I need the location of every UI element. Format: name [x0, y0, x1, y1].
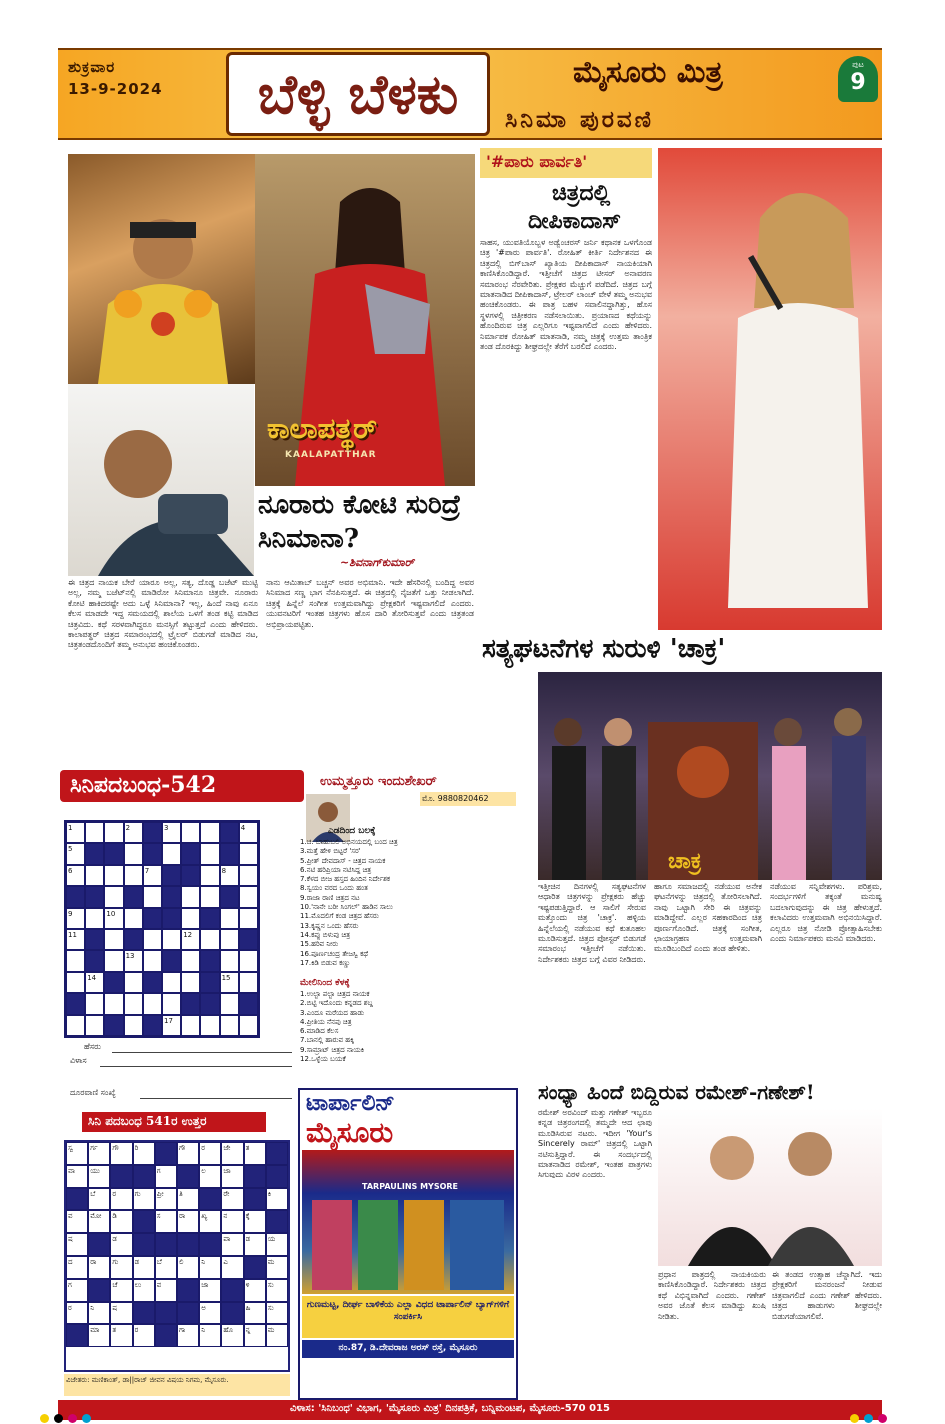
crossword-block	[181, 993, 200, 1014]
poster-title: ಕಾಲಾಪತ್ಥರ್	[267, 412, 378, 445]
crossword-author-phone: ಮೊ. 9880820462	[420, 792, 516, 806]
crossword-block	[85, 843, 104, 864]
answer-cell: ವ	[155, 1279, 177, 1302]
crossword-cell[interactable]	[124, 993, 143, 1014]
crossword-author: ಉಮ್ಮತ್ತೂರು ಇಂದುಶೇಖರ್	[320, 774, 437, 789]
crossword-cell[interactable]	[66, 950, 85, 971]
crossword-cell[interactable]: 11	[66, 929, 85, 950]
answer-cell: ಯು	[88, 1165, 110, 1188]
deepika-article-body: ಸಾಹಸ, ಯುವತಿಯೊಬ್ಬಳ ಅಡ್ವೆಂಚರಸ್ ಜರ್ನಿ ಕಥಾನಕ ಒಳಗೊಂಡ ಚಿತ್ರ '#ಪಾರು ಪಾರ್ವತಿ'. ರೋಹಿತ್ ಕೀರ್ತಿ ನಿರ್ದೇಶನದ ಈ ಚಿತ್ರದಲ್ಲಿ ಬಿಗ್‌ಬಾಸ್ ಖ್ಯಾತಿಯ ದೀಪಿಕಾದಾಸ್ ನಾಯಕಿಯಾಗಿ ಕಾಣಿಸಿಕೊಂಡಿದ್ದಾರೆ. ಇತ್ತೀಚೆಗೆ ಚಿತ್ರದ ಟೀಸರ್ ಅನಾವರಣ ಸಮಾರಂಭ ನೆರವೇರಿತು. ಪ್ರೇಕ್ಷಕರ ಮೆಚ್ಚುಗೆ ಪಡೆದಿದೆ. ಚಿತ್ರದ ಬಗ್ಗೆ ಮಾತನಾಡಿದ ದೀಪಿಕಾದಾಸ್, ಟ್ರೇಲರ್ ಲಾಂಚ್ ವೇಳೆ ತಮ್ಮ ಅನುಭವ ಹಂಚಿಕೊಂಡರು. ಈ ಪಾತ್ರ ಬಹಳ ಸವಾಲಿನದ್ದಾಗಿತ್ತು, ಹೊಸ ಸ್ಥಳಗಳಲ್ಲಿ ಚಿತ್ರೀಕರಣ ನಡೆಸಲಾಯಿತು. ಪ್ರಯಾಣದ ಕಥೆಯನ್ನು ಹೊಂದಿರುವ ಚಿತ್ರ ಎಲ್ಲರಿಗೂ ಇಷ್ಟವಾಗಲಿದೆ ಎಂದು ಹೇಳಿದರು. ನಿರ್ಮಾಪಕ ರೋಹಿತ್ ಮಾತನಾಡಿ, ನಮ್ಮ ಚಿತ್ರಕ್ಕೆ ಉತ್ತಮ ತಾಂತ್ರಿಕ ತಂಡ ದೊರಕಿದ್ದು ಶೀಘ್ರದಲ್ಲೇ ತೆರೆಗೆ ಬರಲಿದೆ ಎಂದರು.	[480, 238, 652, 352]
crossword-cell[interactable]	[104, 993, 123, 1014]
answer-cell: ಸ್ವ	[66, 1142, 88, 1165]
page-label: ಪುಟ	[852, 60, 864, 69]
crossword-block	[200, 993, 219, 1014]
across-clue: 17.ಕಿಡಿ ಬಿಡುವ ಕಣ್ಣು	[300, 958, 351, 967]
crossword-block	[220, 886, 239, 907]
across-clue: 11.ಮೊದಲಿಗೆ ಕಂಡ ಚಿತ್ರದ ಹೆಸರು	[300, 912, 379, 921]
actor-photo-shivarajkumar	[68, 384, 254, 576]
answer-block	[266, 1142, 288, 1165]
down-clue: 6.ಮಾಡಿದ ಕೆಲಸ	[300, 1027, 339, 1036]
answer-block	[199, 1233, 221, 1256]
answer-grid	[64, 1140, 290, 1372]
deepika-kicker: '#ಪಾರು ಪಾರ್ವತಿ'	[480, 148, 652, 178]
answer-block	[177, 1165, 199, 1188]
ad-address: ನಂ.87, ಡಿ.ದೇವರಾಜ ಅರಸ್ ರಸ್ತೆ, ಮೈಸೂರು	[302, 1340, 514, 1358]
across-clue: 1.ಚ. ಬಾಹುಬಲಿ ಅಭಿನಯದಲ್ಲಿ ಬಂದ ಚಿತ್ರ	[300, 838, 398, 846]
ramesh-article-body: ರಮೇಶ್ ಅರವಿಂದ್ ಮತ್ತು ಗಣೇಶ್ ಇಬ್ಬರೂ ಕನ್ನಡ ಚಿತ್ರರಂಗದಲ್ಲಿ ತಮ್ಮದೇ ಆದ ಛಾಪು ಮೂಡಿಸಿರುವ ನಟರು. ಇದೀಗ 'Your's Sincerely ರಾಮ್' ಚಿತ್ರದಲ್ಲಿ ಒಟ್ಟಾಗಿ ನಟಿಸುತ್ತಿದ್ದಾರೆ. ಈ ಸಂದರ್ಭದಲ್ಲಿ ಮಾತನಾಡಿದ ರಮೇಶ್, ಇಂತಹ ಪಾತ್ರಗಳು ಸಿಗುವುದು ವಿರಳ ಎಂದರು.	[538, 1108, 652, 1180]
answer-cell: ರ	[66, 1302, 88, 1325]
crossword-cell[interactable]	[239, 1015, 258, 1036]
ramesh-col2: ಪ್ರಧಾನ ಪಾತ್ರದಲ್ಲಿ ನಾಯಕಿಯರು ಕಾಣಿಸಿಕೊಂಡಿದ್ದಾರೆ. ನಿರ್ದೇಶಕರು ಚಿತ್ರದ ಕಥೆ ವಿಭಿನ್ನವಾಗಿದೆ ಎಂದರು. ಗಣೇಶ್ ಅವರ ಜೊತೆ ಕೆಲಸ ಮಾಡಿದ್ದು ಖುಷಿ ನೀಡಿತು.	[658, 1270, 766, 1321]
answer-cell: ಡ	[133, 1256, 155, 1279]
answer-block	[133, 1210, 155, 1233]
answer-cell: ಗಾ	[177, 1324, 199, 1347]
answer-cell: ವಾ	[66, 1165, 88, 1188]
form-line	[112, 1052, 292, 1053]
crossword-grid[interactable]	[64, 820, 260, 1038]
crossword-block	[200, 908, 219, 929]
masthead-day: ಶುಕ್ರವಾರ	[68, 58, 116, 76]
answer-cell: ನ	[221, 1210, 243, 1233]
answer-cell: ಗು	[133, 1188, 155, 1211]
down-clue: 3.ಎಂದೂ ಮರೆಯದ ಹಾಡು	[300, 1008, 365, 1017]
answer-block	[66, 1188, 88, 1211]
crossword-form-phone: ದೂರವಾಣಿ ಸಂಖ್ಯೆ	[70, 1088, 116, 1097]
answer-cell: ಸು	[266, 1302, 288, 1325]
chakra-col2: ಹಾಗೂ ಸಮಾಜದಲ್ಲಿ ನಡೆಯುವ ಅನೇಕ ಘಟನೆಗಳನ್ನು ಚಿತ್ರದಲ್ಲಿ ತೋರಿಸಲಾಗಿದೆ. ನಾವು ಒಟ್ಟಾಗಿ ಸೇರಿ ಈ ಚಿತ್ರವನ್ನು ಮಾಡಿದ್ದೇವೆ. ಎಲ್ಲರ ಸಹಕಾರದಿಂದ ಚಿತ್ರ ಪೂರ್ಣಗೊಂಡಿದೆ. ಚಿತ್ರಕ್ಕೆ ಸಂಗೀತ, ಛಾಯಾಗ್ರಹಣ ಉತ್ತಮವಾಗಿ ಮೂಡಿಬಂದಿದೆ ಎಂದು ತಂಡ ಹೇಳಿತು.	[654, 882, 762, 954]
printer-dots-left	[40, 1408, 96, 1424]
answer-block	[221, 1302, 243, 1325]
actor-portrait-illustration	[68, 384, 254, 576]
crossword-cell[interactable]	[220, 929, 239, 950]
answer-cell: ಸು	[266, 1279, 288, 1302]
crossword-cell[interactable]	[200, 843, 219, 864]
crossword-cell[interactable]: 6	[66, 865, 85, 886]
crossword-cell[interactable]	[66, 1015, 85, 1036]
answer-cell: ಲ	[199, 1165, 221, 1188]
crossword-cell[interactable]	[66, 972, 85, 993]
answer-cell: ರ	[133, 1324, 155, 1347]
answer-block	[110, 1165, 132, 1188]
crossword-block	[239, 993, 258, 1014]
answer-cell: ತ	[110, 1324, 132, 1347]
crossword-cell[interactable]	[220, 1015, 239, 1036]
crossword-down-list	[300, 990, 516, 1064]
crossword-cell[interactable]	[124, 1015, 143, 1036]
crossword-cell[interactable]: 7	[143, 865, 162, 886]
chakra-event-photo	[538, 672, 882, 880]
crossword-cell[interactable]	[200, 822, 219, 843]
main-article-col2: ನಾನು ಆಮಿತಾಬ್ ಬಚ್ಚನ್ ಅವರ ಅಭಿಮಾನಿ. ಇದೇ ಹೆಸರಿನಲ್ಲಿ ಬಂದಿದ್ದ ಅವರ ಸಿನಿಮಾದ ಸಣ್ಣ ಭಾಗ ನೆನಪಿಸುತ್ತದೆ. ಈ ಚಿತ್ರದಲ್ಲಿ ನೈಜತೆಗೆ ಒತ್ತು ನೀಡಲಾಗಿದೆ. ಚಿತ್ರಕ್ಕೆ ಹಿನ್ನೆಲೆ ಸಂಗೀತ ಉತ್ತಮವಾಗಿದ್ದು ಪ್ರೇಕ್ಷಕರಿಗೆ ಇಷ್ಟವಾಗಲಿದೆ ಎಂದರು. ಯುವನಟರಿಗೆ ಇಂತಹ ಚಿತ್ರಗಳು ಹೊಸ ದಾರಿ ತೋರಿಸುತ್ತವೆ ಎಂದು ಚಿತ್ರತಂಡ ಅಭಿಪ್ರಾಯಪಟ್ಟಿತು.	[266, 578, 474, 629]
crossword-cell[interactable]	[124, 972, 143, 993]
crossword-block	[181, 865, 200, 886]
crossword-cell[interactable]: 3	[162, 822, 181, 843]
crossword-cell[interactable]	[85, 822, 104, 843]
answer-block	[177, 1302, 199, 1325]
answer-cell: ಮಾ	[88, 1324, 110, 1347]
crossword-cell[interactable]: 8	[220, 865, 239, 886]
answer-block	[66, 1324, 88, 1347]
actor-garland-illustration	[68, 154, 258, 384]
crossword-cell[interactable]	[162, 843, 181, 864]
ramesh-ganesh-photo	[658, 1108, 882, 1266]
crossword-block	[85, 886, 104, 907]
crossword-block	[220, 843, 239, 864]
down-clue: 4.ಪ್ರೀತಿಯ ನೆನಪು ಚಿತ್ರ	[300, 1017, 352, 1026]
answer-cell: ರಾ	[88, 1256, 110, 1279]
answer-cell: ಪಾ	[221, 1233, 243, 1256]
across-clue: 13.ಕೃಷ್ಣನ ಒಂದು ಹೆಸರು	[300, 921, 359, 930]
crossword-cell[interactable]	[124, 843, 143, 864]
crossword-cell[interactable]	[104, 822, 123, 843]
answer-block	[244, 1188, 266, 1211]
chakra-col1: ಇತ್ತೀಚಿನ ದಿನಗಳಲ್ಲಿ ಸತ್ಯಘಟನೆಗಳ ಆಧಾರಿತ ಚಿತ್ರಗಳನ್ನು ಪ್ರೇಕ್ಷಕರು ಹೆಚ್ಚು ಇಷ್ಟಪಡುತ್ತಿದ್ದಾರೆ. ಆ ಸಾಲಿಗೆ ಸೇರುವ ಮತ್ತೊಂದು ಚಿತ್ರ 'ಚಾಕ್ರ'. ಹಳ್ಳಿಯ ಹಿನ್ನೆಲೆಯಲ್ಲಿ ನಡೆಯುವ ಕಥೆ ಕುತೂಹಲ ಮೂಡಿಸುತ್ತದೆ. ಚಿತ್ರದ ಪೋಸ್ಟರ್ ಬಿಡುಗಡೆ ಸಮಾರಂಭ ಇತ್ತೀಚೆಗೆ ನಡೆಯಿತು. ನಿರ್ದೇಶಕರು ಚಿತ್ರದ ಬಗ್ಗೆ ವಿವರ ನೀಡಿದರು.	[538, 882, 646, 964]
crossword-cell[interactable]	[239, 950, 258, 971]
answer-cell: ನ್ನ	[244, 1324, 266, 1347]
answer-block	[133, 1165, 155, 1188]
answer-cell: ಎ	[221, 1256, 243, 1279]
crossword-block	[85, 929, 104, 950]
answer-cell: ಗು	[110, 1256, 132, 1279]
footer-address: ವಿಳಾಸ: 'ಸಿನಿಬಂಧ' ವಿಭಾಗ, 'ಮೈಸೂರು ಮಿತ್ರ' ದಿನಪತ್ರಿಕೆ, ಬನ್ನಿಮಂಟಪ, ಮೈಸೂರು-570 015	[290, 1403, 610, 1414]
crossword-cell[interactable]	[104, 929, 123, 950]
crossword-cell[interactable]	[124, 908, 143, 929]
crossword-cell[interactable]	[143, 950, 162, 971]
crossword-cell[interactable]: 14	[85, 972, 104, 993]
answer-cell: ಡ	[244, 1233, 266, 1256]
answer-header: ಸಿನಿ ಪದಬಂಧ 541ರ ಉತ್ತರ	[82, 1112, 266, 1132]
across-clue: 7.ಕೆಳದ ಬೀಜ ಹಸ್ತದ ಹಿಂದಿನ ನಿರ್ದೇಶಕ	[300, 875, 391, 884]
form-line	[140, 1098, 292, 1099]
answer-cell: ಹೊ	[221, 1324, 243, 1347]
across-clue: 10.'ನಾನೇ ಬರೀ ಸಿಂಗಲ್' ಹಾಡಿನ ಸಾಲು	[300, 903, 393, 912]
crossword-cell[interactable]	[104, 886, 123, 907]
crossword-block	[239, 929, 258, 950]
crossword-across-list	[300, 838, 516, 968]
answer-cell: ತಿ	[177, 1188, 199, 1211]
deepika-headline-l1: ಚಿತ್ರದಲ್ಲಿ	[552, 180, 611, 206]
answer-cell: ಜಾ	[221, 1165, 243, 1188]
answer-block	[155, 1302, 177, 1325]
answer-cell: ಬೆ	[88, 1188, 110, 1211]
crossword-cell[interactable]	[143, 886, 162, 907]
crossword-block	[104, 843, 123, 864]
answer-cell: ಗ	[155, 1165, 177, 1188]
crossword-block	[143, 972, 162, 993]
crossword-block	[181, 843, 200, 864]
crossword-cell[interactable]	[200, 886, 219, 907]
crossword-cell[interactable]	[85, 865, 104, 886]
ad-line2: ಮೈಸೂರು	[306, 1116, 394, 1149]
ad-shop-photo	[302, 1150, 514, 1294]
down-clue: 1.ಉಲ್ಟಾ ಪಲ್ಟಾ ಚಿತ್ರದ ನಾಯಕ	[300, 990, 370, 998]
answer-cell: ಚೆ	[110, 1279, 132, 1302]
crossword-cell[interactable]	[162, 993, 181, 1014]
crossword-cell[interactable]	[104, 950, 123, 971]
answer-cell: ಅ	[199, 1302, 221, 1325]
crossword-cell[interactable]	[200, 865, 219, 886]
ad-line1: ಟಾರ್ಪಾಲಿನ್	[306, 1090, 395, 1116]
masthead-paper-name: ಮೈಸೂರು ಮಿತ್ರ	[573, 55, 723, 90]
across-clue: 15.ಹರಿವ ನೀರು	[300, 940, 339, 949]
crossword-cell[interactable]: 9	[66, 908, 85, 929]
crossword-block	[162, 886, 181, 907]
masthead-subtitle: ಸಿನಿಮಾ ಪುರವಣಿ	[505, 106, 654, 133]
answer-cell: ಕ್ಕೆ	[244, 1210, 266, 1233]
crossword-cell[interactable]	[124, 865, 143, 886]
crossword-block	[143, 1015, 162, 1036]
answer-block	[88, 1233, 110, 1256]
across-clue: 9.ರಾಜಾ ರಾಣಿ ಚಿತ್ರದ ನಟ	[300, 893, 360, 902]
ramesh-ganesh-illustration	[658, 1108, 882, 1266]
answer-cell: ಗ	[66, 1279, 88, 1302]
crossword-cell[interactable]: 10	[104, 908, 123, 929]
crossword-cell[interactable]	[181, 1015, 200, 1036]
answer-block	[155, 1142, 177, 1165]
crossword-block	[124, 929, 143, 950]
form-line	[100, 1066, 292, 1067]
crossword-cell[interactable]	[239, 908, 258, 929]
crossword-cell[interactable]	[220, 908, 239, 929]
deepika-photo	[658, 148, 882, 630]
answer-cell: ನಿ	[199, 1256, 221, 1279]
answer-cell: ರ್ಗ	[88, 1142, 110, 1165]
crossword-block	[143, 908, 162, 929]
answer-cell: ಡ	[110, 1233, 132, 1256]
answer-cell: ವ	[66, 1210, 88, 1233]
answer-cell: ಯ	[266, 1233, 288, 1256]
crossword-block	[162, 908, 181, 929]
crossword-cell[interactable]	[200, 929, 219, 950]
ramesh-headline: ಸಂಧ್ಯಾ ಹಿಂದೆ ಬಿದ್ದಿರುವ ರಮೇಶ್-ಗಣೇಶ್!	[538, 1080, 815, 1104]
crossword-cell[interactable]	[143, 993, 162, 1014]
printer-dots-right	[850, 1408, 892, 1424]
crossword-cell[interactable]	[239, 972, 258, 993]
crossword-cell[interactable]	[239, 865, 258, 886]
crossword-cell[interactable]	[181, 908, 200, 929]
chakra-poster-title: ಚಾಕ್ರ	[668, 848, 702, 874]
answer-cell: ಷ	[110, 1302, 132, 1325]
answer-cell: ರೇ	[221, 1188, 243, 1211]
answer-cell: ಳಿ	[244, 1279, 266, 1302]
answer-cell: ಲಿ	[177, 1256, 199, 1279]
crossword-cell[interactable]: 2	[124, 822, 143, 843]
answer-block	[221, 1279, 243, 1302]
chakra-event-illustration	[538, 672, 882, 880]
crossword-down-title: ಮೇಲಿನಿಂದ ಕೆಳಕ್ಕೆ	[300, 978, 350, 988]
crossword-cell[interactable]	[162, 929, 181, 950]
shop-illustration	[302, 1150, 514, 1294]
crossword-cell[interactable]	[200, 1015, 219, 1036]
poster-subtitle: KAALAPATTHAR	[285, 450, 377, 460]
answer-cell: ನಿ	[88, 1302, 110, 1325]
answer-cell: ನಿ	[199, 1324, 221, 1347]
crossword-cell[interactable]	[220, 993, 239, 1014]
crossword-block	[200, 972, 219, 993]
answer-cell: ಪ್ರೀ	[155, 1188, 177, 1211]
answer-cell: ಸ	[155, 1210, 177, 1233]
chakra-col3: ನಡೆಯುವ ಸನ್ನಿವೇಶಗಳು. ಪರಿಶ್ರಮ, ಸಂದರ್ಭಗಳಿಗೆ ತಕ್ಕಂತೆ ಮನುಷ್ಯ ಬದಲಾಗುವುದನ್ನು ಈ ಚಿತ್ರ ಹೇಳುತ್ತದೆ. ಕಲಾವಿದರು ಉತ್ತಮವಾಗಿ ಅಭಿನಯಿಸಿದ್ದಾರೆ. ಎಲ್ಲರೂ ಚಿತ್ರ ನೋಡಿ ಪ್ರೋತ್ಸಾಹಿಸಬೇಕು ಎಂದು ನಿರ್ಮಾಪಕರು ಮನವಿ ಮಾಡಿದರು.	[770, 882, 882, 944]
answer-block	[244, 1256, 266, 1279]
answer-block	[244, 1165, 266, 1188]
crossword-cell[interactable]	[162, 972, 181, 993]
answer-cell: ಮ	[266, 1256, 288, 1279]
answer-cell: ರಾ	[177, 1210, 199, 1233]
crossword-block	[104, 1015, 123, 1036]
answer-cell: ಮ	[266, 1324, 288, 1347]
across-clue: 16.ಪೂರ್ಣಚಂದ್ರ ತೇಜಸ್ವಿ ಕಥೆ	[300, 949, 369, 958]
answer-block	[88, 1279, 110, 1302]
crossword-cell[interactable]: 5	[66, 843, 85, 864]
answer-cell: ಷ	[66, 1233, 88, 1256]
answer-cell: ಮೋ	[88, 1210, 110, 1233]
across-clue: 8.ಸ್ವಯಂ ವರದ ಒಂದು ಹಂತ	[300, 884, 368, 893]
answer-block	[133, 1233, 155, 1256]
answer-block	[266, 1210, 288, 1233]
deepika-illustration	[658, 148, 882, 630]
crossword-block	[220, 822, 239, 843]
answer-block	[155, 1324, 177, 1347]
answer-cell: ಕಿ	[266, 1188, 288, 1211]
ad-tagline: ಗುಣಮಟ್ಟ, ದೀರ್ಘ ಬಾಳಿಕೆಯ ಎಲ್ಲಾ ವಿಧದ ಟಾರ್ಪಾಲಿನ್ ಬ್ಯಾಗ್‌ಗಳಿಗೆ ಸಂಪರ್ಕಿಸಿ	[302, 1296, 514, 1338]
across-clue: 6.ನಟಿ ಹರಿಪ್ರಿಯಾ ನಟಿಸಿದ್ದ ಚಿತ್ರ	[300, 865, 372, 874]
crossword-block	[85, 950, 104, 971]
crossword-cell[interactable]	[239, 886, 258, 907]
down-clue: 2.ಬಿಟ್ಟಿ ಇದೊಂದು ಕನ್ನಡದ ಶಬ್ದ	[300, 999, 373, 1008]
crossword-cell[interactable]	[181, 950, 200, 971]
crossword-block	[104, 972, 123, 993]
across-clue: 14.ಕಪ್ಪು ಬಿಳುಪು ಚಿತ್ರ	[300, 930, 351, 939]
crossword-block	[66, 993, 85, 1014]
crossword-cell[interactable]: 12	[181, 929, 200, 950]
crossword-cell[interactable]: 15	[220, 972, 239, 993]
main-article-col1: ಈ ಚಿತ್ರದ ನಾಯಕ ಬೇರೆ ಯಾರೂ ಅಲ್ಲ, ಸತ್ಯ, ದೊಡ್ಡ ಬಜೆಟ್ ಮುಟ್ಟಿ ಅಲ್ಲ, ನಮ್ಮ ಬಜೆಟ್‌ನಲ್ಲಿ ಮಾಡಿರೋ ಸಿನಿಮಾನೂ ಚಿತ್ರವೇ. ನೂರಾರು ಕೋಟಿ ಹಾಕಿದರಷ್ಟೇ ಅದು ಒಳ್ಳೆ ಸಿನಿಮಾನಾ? ಇಲ್ಲ, ಹಿಂದೆ ನಾವು ಏನೂ ಕೆಲಸ ಮಾಡದೇ ಇದ್ದ ಸಮಯದಲ್ಲಿ ಶಾಲೆಯ ಒಳಗೆ ತಂಡ ಕಟ್ಟಿ ಮಾಡಿದ ಚಿತ್ರವಿದು. ಕಥೆ ಸರಳವಾಗಿದ್ದರೂ ಮನಸ್ಸಿಗೆ ತಟ್ಟುತ್ತದೆ ಎಂದು ಹೇಳಿದರು. ಕಾಲಾಪತ್ಥರ್ ಚಿತ್ರದ ಸಮಾರಂಭದಲ್ಲಿ ಟ್ರೈಲರ್ ಬಿಡುಗಡೆ ಮಾಡಿದ ನಟ, ಚಿತ್ರತಂಡದೊಂದಿಗೆ ತಮ್ಮ ಅನುಭವ ಹಂಚಿಕೊಂಡರು.	[68, 578, 258, 650]
crossword-block	[143, 822, 162, 843]
crossword-cell[interactable]	[181, 822, 200, 843]
across-clue: 5.ಪ್ರೀತ್ ದೇವದಾಸ್ - ಚಿತ್ರದ ನಾಯಕ	[300, 856, 386, 865]
crossword-cell[interactable]	[85, 1015, 104, 1036]
answer-cell: ಗೌ	[110, 1142, 132, 1165]
crossword-cell[interactable]	[104, 865, 123, 886]
answer-cell: ರ	[110, 1188, 132, 1211]
main-byline: ~ಶಿವನಾಗ್‌ಕುಮಾರ್	[340, 556, 414, 569]
answer-block	[266, 1165, 288, 1188]
masthead-date: 13-9-2024	[68, 80, 163, 98]
crossword-block	[162, 950, 181, 971]
answer-cell: ಡಿ	[110, 1210, 132, 1233]
ramesh-col3: ಈ ತಂಡದ ಉತ್ಸಾಹ ಚೆನ್ನಾಗಿದೆ. ಇದು ಪ್ರೇಕ್ಷಕರಿಗೆ ಮನರಂಜನೆ ನೀಡುವ ಚಿತ್ರವಾಗಲಿದೆ ಎಂದು ಗಣೇಶ್ ಹೇಳಿದರು. ಚಿತ್ರದ ಹಾಡುಗಳು ಶೀಘ್ರದಲ್ಲೇ ಬಿಡುಗಡೆಯಾಗಲಿವೆ.	[772, 1270, 882, 1321]
chakra-headline: ಸತ್ಯಘಟನೆಗಳ ಸುರುಳಿ 'ಚಾಕ್ರ'	[482, 634, 726, 664]
answer-block	[177, 1279, 199, 1302]
down-clue: 12.ಒಳ್ಳೆಯ ಬಯಕೆ	[300, 1055, 346, 1064]
deepika-headline-l2: ದೀಪಿಕಾದಾಸ್	[528, 208, 622, 234]
answer-cell: ರ	[199, 1142, 221, 1165]
answer-cell: ಖ್ಯ	[199, 1210, 221, 1233]
answer-cell: ಜೇ	[221, 1142, 243, 1165]
crossword-block	[200, 950, 219, 971]
across-clue: 3.ಮತ್ತೆ ಹೇಳಿ ಬಿಟ್ಟರೆ 'ಸರ'	[300, 847, 361, 856]
answer-block	[133, 1302, 155, 1325]
crossword-cell[interactable]: 13	[124, 950, 143, 971]
answer-cell: ಹಿ	[244, 1302, 266, 1325]
down-clue: 9.ಸಾಮ್ರಾಟ್ ಚಿತ್ರದ ನಾಯಕಿ	[300, 1045, 364, 1054]
masthead-title: ಬೆಳ್ಳಿ ಬೆಳಕು	[226, 52, 490, 136]
answer-block	[155, 1233, 177, 1256]
answer-cell: ಬೆ	[155, 1256, 177, 1279]
crossword-block	[124, 886, 143, 907]
ad-shop-sign: TARPAULINS MYSORE	[362, 1182, 459, 1191]
crossword-block	[143, 843, 162, 864]
crossword-across-title: ಎಡದಿಂದ ಬಲಕ್ಕೆ	[328, 826, 376, 836]
answer-block	[177, 1233, 199, 1256]
winner-note: ವಿಜೇತರು: ಮಣಿಕಾಂತ್, ಡಾ||ರಾಜ್ ಜೀವನ ವಿಷಯ ನಿಗಮ, ಮೈಸೂರು.	[64, 1374, 290, 1396]
kaalapatthar-poster	[255, 154, 475, 486]
crossword-cell[interactable]	[239, 843, 258, 864]
crossword-title: ಸಿನಿಪದಬಂಧ-542	[70, 772, 217, 798]
actor-photo-garland	[68, 154, 258, 384]
answer-cell: ಗೌ	[177, 1142, 199, 1165]
crossword-cell[interactable]: 1	[66, 822, 85, 843]
crossword-cell[interactable]	[181, 972, 200, 993]
page-number-badge	[838, 56, 878, 102]
crossword-form-name: ಹೆಸರು	[84, 1042, 101, 1051]
crossword-form-address: ವಿಳಾಸ	[70, 1056, 87, 1065]
crossword-block	[66, 886, 85, 907]
crossword-cell[interactable]: 4	[239, 822, 258, 843]
answer-cell: ರಿ	[133, 1142, 155, 1165]
answer-block	[199, 1188, 221, 1211]
answer-cell: ತ	[244, 1142, 266, 1165]
answer-cell: ಲು	[133, 1279, 155, 1302]
crossword-cell[interactable]	[220, 950, 239, 971]
main-headline: ನೂರಾರು ಕೋಟಿ ಸುರಿದ್ರೆ ಸಿನಿಮಾನಾ?	[258, 490, 461, 554]
page-number: 9	[850, 70, 866, 95]
crossword-block	[162, 865, 181, 886]
answer-cell: ಜಾ	[199, 1279, 221, 1302]
down-clue: 7.ಬಾನಲ್ಲಿ ಹಾರುವ ಹಕ್ಕಿ	[300, 1036, 355, 1045]
answer-cell: ದ	[66, 1256, 88, 1279]
crossword-cell[interactable]: 17	[162, 1015, 181, 1036]
crossword-cell[interactable]	[85, 908, 104, 929]
crossword-cell[interactable]	[181, 886, 200, 907]
crossword-cell[interactable]	[85, 993, 104, 1014]
crossword-cell[interactable]	[143, 929, 162, 950]
